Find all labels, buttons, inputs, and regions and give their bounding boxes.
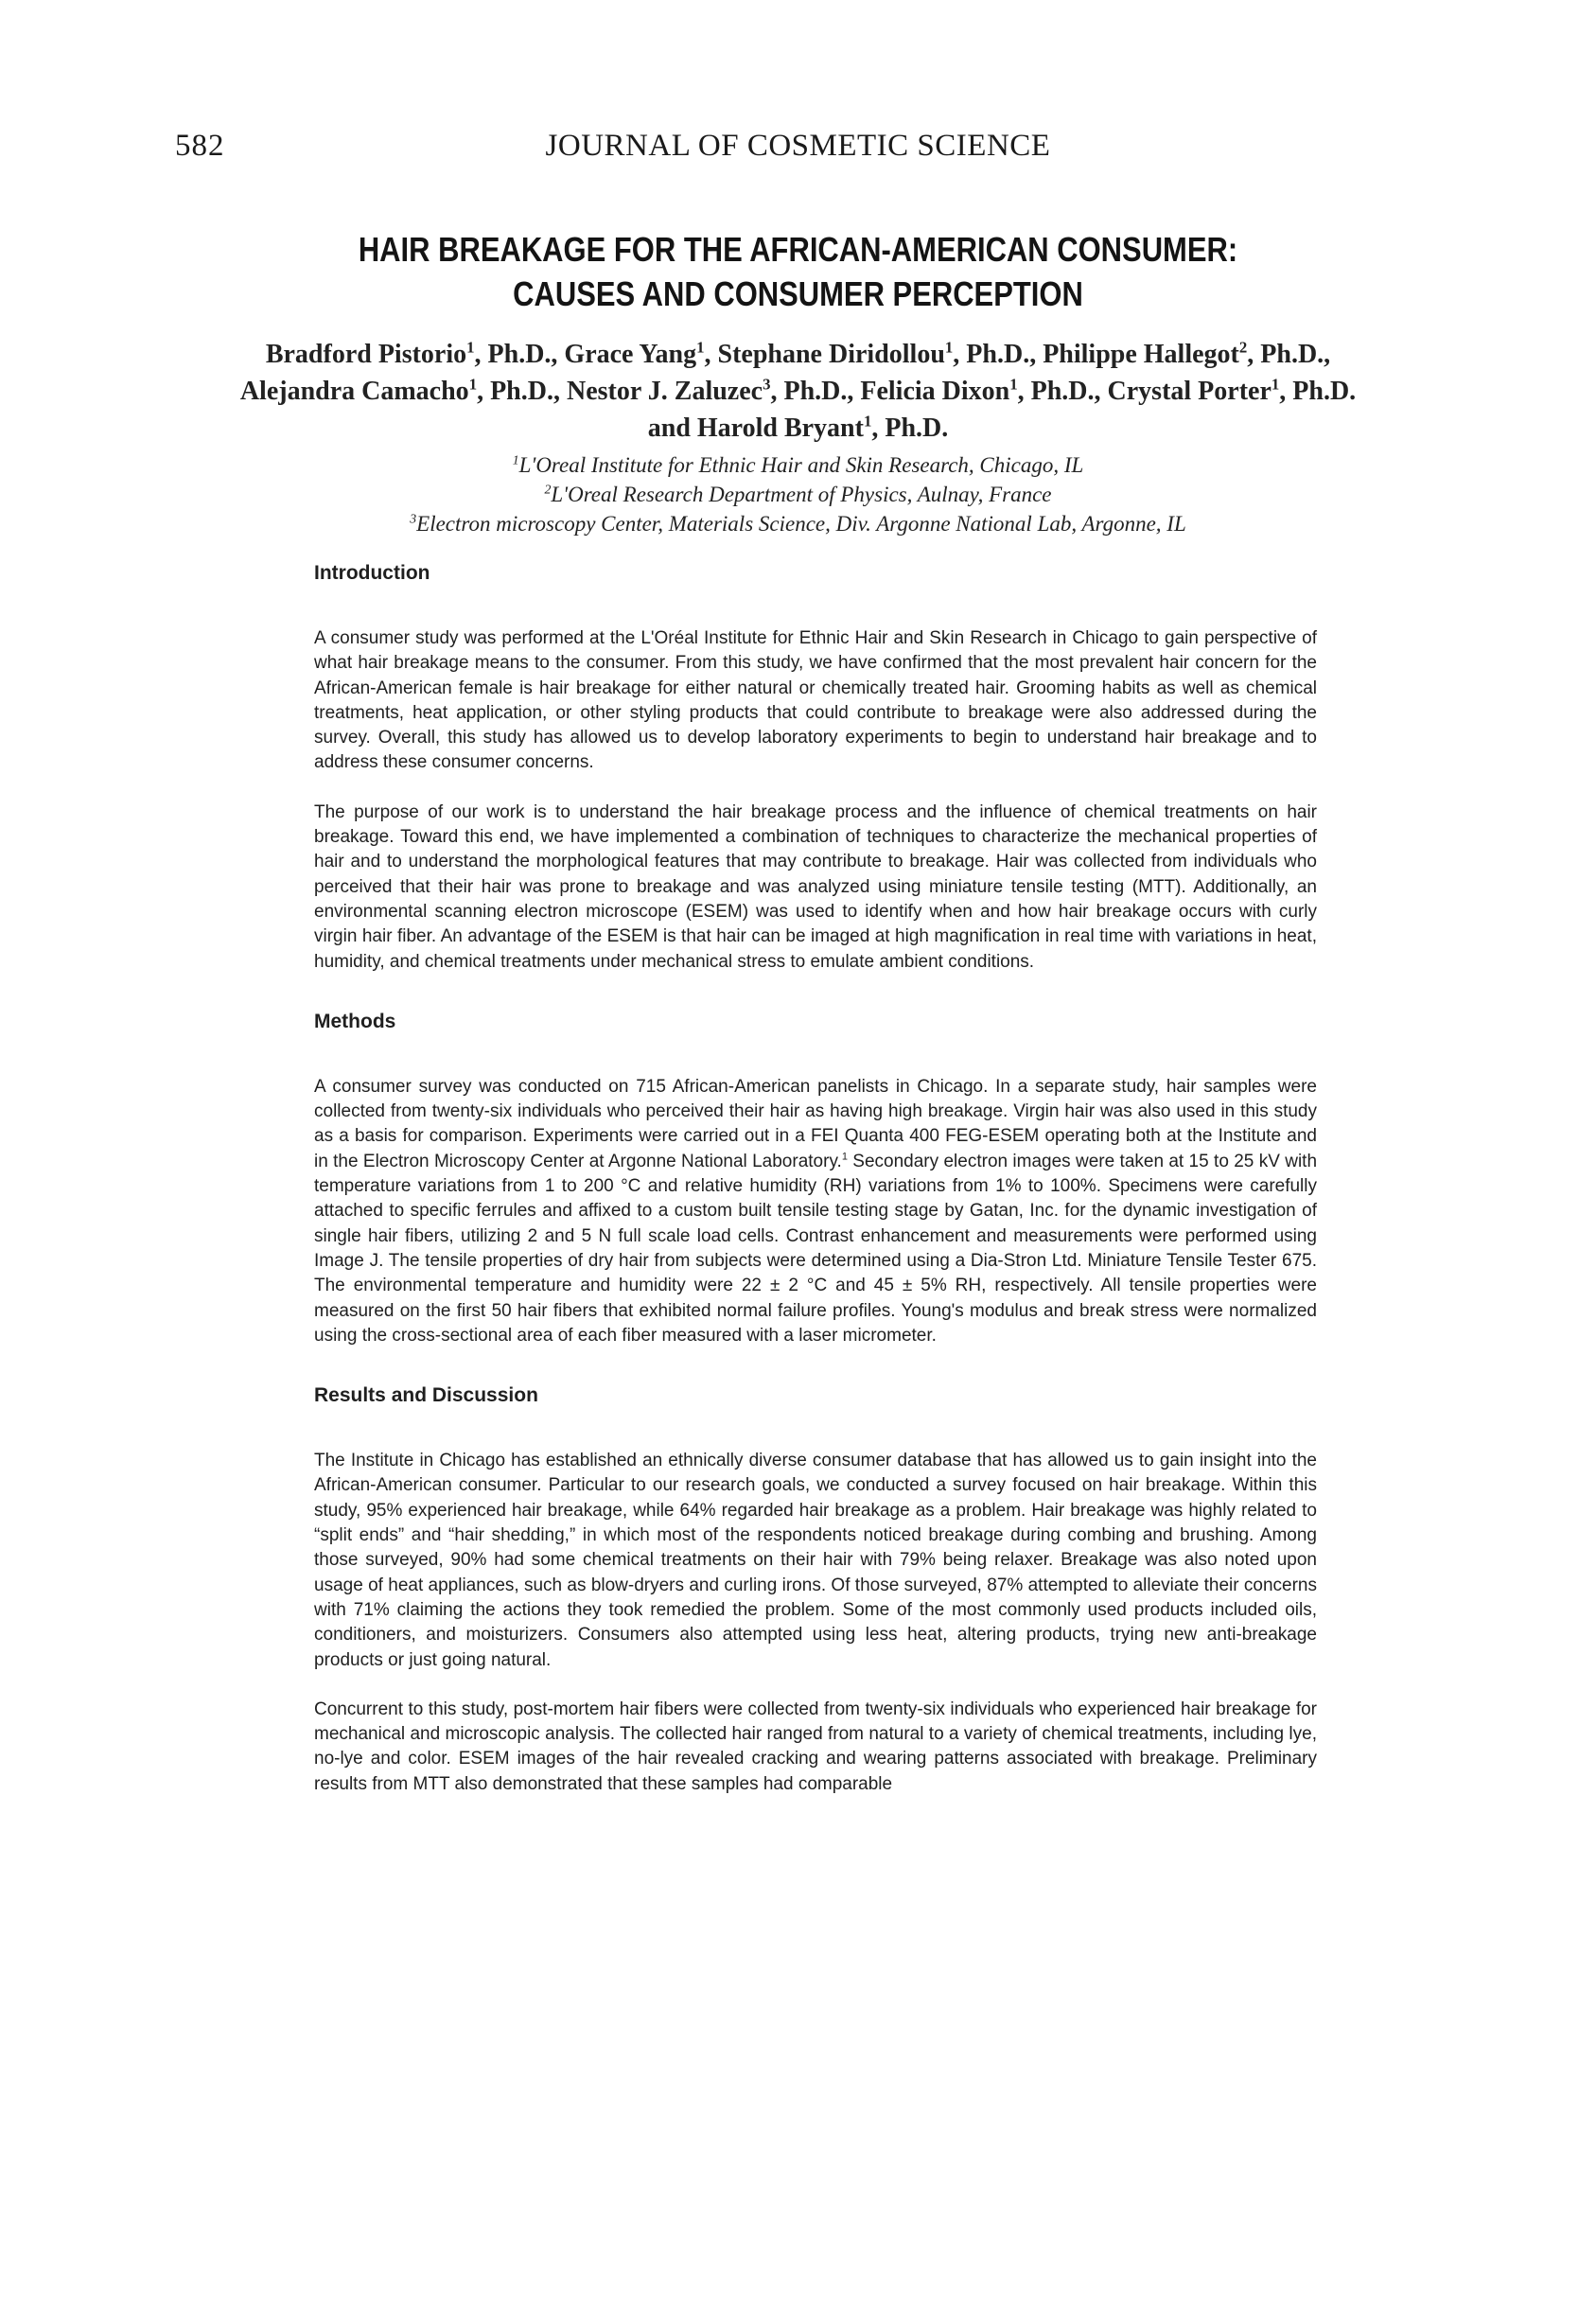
paragraph: The Institute in Chicago has established an ethnically diverse consumer database that has allowed us to gain insight into the African-American consumer. Particular to our research goals, we conducted a survey focused on hair breakage. Within this study, 95% experienced hair breakage, while 64% regarded hair breakage as a problem. Hair breakage was highly related to “split ends” and “hair shedding,” in which most of the respondents noticed breakage during combing and brushing. Among those surveyed, 90% had some chemical treatments on their hair with 79% being relaxer. Breakage was also noted upon usage of heat appliances, such as blow-dryers and curling irons. Of those surveyed, 87% attempted to alleviate their concerns with 71% claiming the actions they took remedied the problem. Some of the most commonly used products included oils, conditioners, and moisturizers. Consumers also attempted using less heat, altering products, trying new anti-breakage products or just going natural. <box>314 1451 1317 1670</box>
paragraph: Concurrent to this study, post-mortem hair fibers were collected from twenty-six individuals who experienced hair breakage for mechanical and microscopic analysis. The collected hair ranged from natural to a variety of chemical treatments, including lye, no-lye and color. ESEM images of the hair revealed cracking and wearing patterns associated with breakage. Preliminary results from MTT also demonstrated that these samples had comparable <box>314 1699 1317 1794</box>
affiliation-1: $^1$L'Oreal Institute for Ethnic Hair and Skin Research, Chicago, IL <box>512 452 1084 477</box>
author-list <box>0 336 1596 447</box>
paragraph: The purpose of our work is to understand the hair breakage process and the influence of chemical treatments on hair breakage. Toward this end, we have implemented a combination of techniques to characterize the mechanical properties of hair and to understand the morphological features that may contribute to breakage. Hair was collected from individuals who perceived that their hair was prone to breakage and was analyzed using miniature tensile testing (MTT). Additionally, an environmental scanning electron microscope (ESEM) was used to identify when and how hair breakage occurs with curly virgin hair fiber. An advantage of the ESEM is that hair can be imaged at high magnification in real time with variations in heat, humidity, and chemical treatments under mechanical stress to emulate ambient conditions. <box>314 801 1317 972</box>
article-body <box>314 560 1317 1797</box>
footnote-ref: 1 <box>841 1151 848 1163</box>
paragraph: A consumer study was performed at the L'Oréal Institute for Ethnic Hair and Skin Research in Chicago to gain perspective of what hair breakage means to the consumer. From this study, we have confirmed that the most prevalent hair concern for the African-American female is hair breakage for either natural or chemically treated hair. Grooming habits as well as chemical treatments, heat application, or other styling products that could contribute to breakage were also addressed during the survey. Overall, this study has allowed us to develop laboratory experiments to begin to understand hair breakage and to address these consumer concerns. <box>314 628 1317 773</box>
affiliation-3: $^3$Electron microscopy Center, Materials Science, Div. Argonne National Lab, Argonne, IL <box>410 511 1186 536</box>
affiliations <box>0 450 1596 538</box>
section-heading-methods: Methods <box>314 1010 396 1032</box>
title-line-1: HAIR BREAKAGE FOR THE AFRICAN-AMERICAN CONSUMER: <box>358 230 1238 269</box>
paragraph: A consumer survey was conducted on 715 African-American panelists in Chicago. In a separate study, hair samples were collected from twenty-six individuals who perceived their hair as having high breakage. Virgin hair was also used in this study as a basis for comparison. Experiments were carried out in a FEI Quanta 400 FEG-ESEM operating both at the Institute and in the Electron Microscopy Center at Argonne National Laboratory.$^1$ Secondary electron images were taken at 15 to 25 kV with temperature variations from 1 to 200 °C and relative humidity (RH) variations from 1% to 100%. Specimens were carefully attached to specific ferrules and affixed to a custom built tensile testing stage by Gatan, Inc. for the dynamic investigation of single hair fibers, utilizing 2 and 5 N full scale load cells. Contrast enhancement and measurements were performed using Image J. The tensile properties of dry hair from subjects were determined using a Dia-Stron Ltd. Miniature Tensile Tester 675. The environmental temperature and humidity were 22 ± 2 °C and 45 ± 5% RH, respectively. All tensile properties were measured on the first 50 hair fibers that exhibited normal failure profiles. Young's modulus and break stress were normalized using the cross-sectional area of each fiber measured with a laser micrometer. <box>314 1076 1318 1346</box>
article-title <box>112 227 1484 316</box>
running-header <box>0 129 1596 176</box>
journal-name: JOURNAL OF COSMETIC SCIENCE <box>545 129 1051 163</box>
section-heading-results: Results and Discussion <box>314 1384 538 1407</box>
title-line-2: CAUSES AND CONSUMER PERCEPTION <box>513 274 1083 313</box>
author-line-1: Bradford Pistorio$^1$, Ph.D., Grace Yang$^1$, Stephane Diridollou$^1$, Ph.D., Philippe Hallegot$^2$, Ph.D., <box>265 338 1331 369</box>
author-line-2: Alejandra Camacho$^1$, Ph.D., Nestor J. Zaluzec$^3$, Ph.D., Felicia Dixon$^1$, Ph.D., Crystal Porter$^1$, Ph.D. <box>239 375 1357 406</box>
author-line-3: and Harold Bryant$^1$, Ph.D. <box>647 412 949 443</box>
page-number: 582 <box>175 129 225 163</box>
affiliation-2: $^2$L'Oreal Research Department of Physics, Aulnay, France <box>544 482 1052 506</box>
section-heading-introduction: Introduction <box>314 562 430 584</box>
